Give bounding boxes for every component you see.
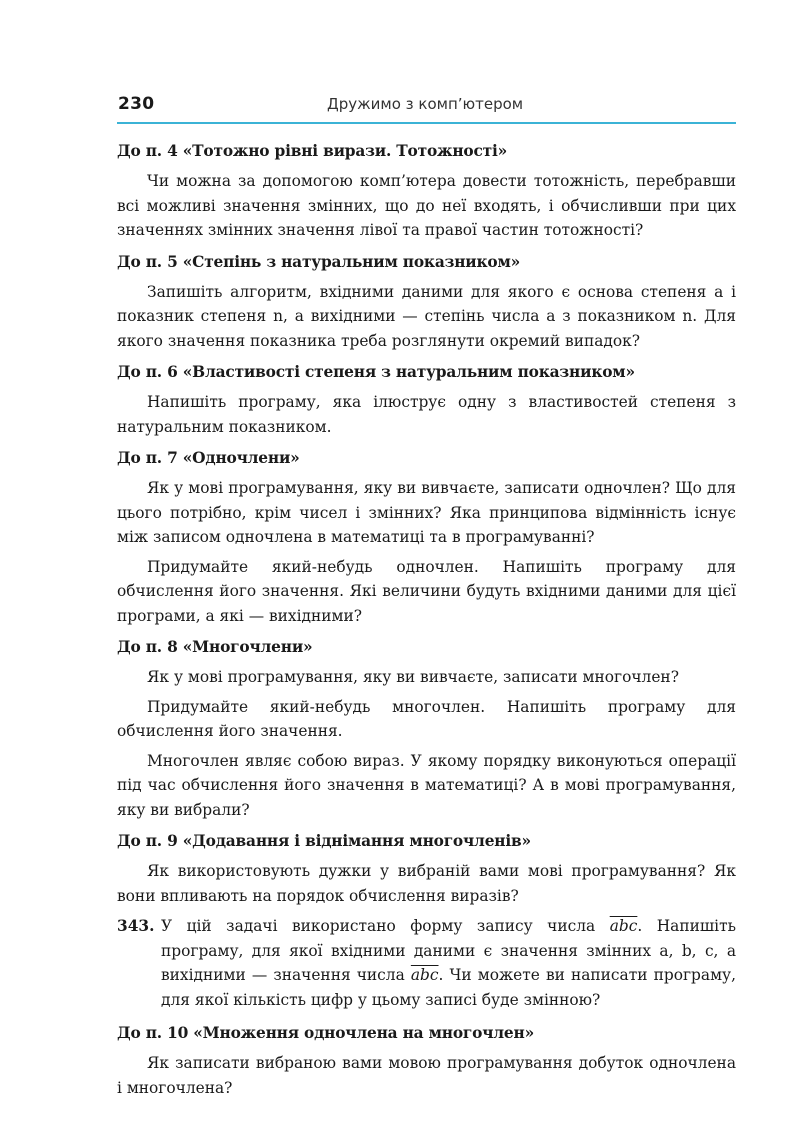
page-header [117, 92, 736, 124]
section-p10 [117, 1020, 736, 1100]
exercise-text-part: . Чи можете ви написати програму, для якої кількість цифр у цьому записі буде змінною? [161, 966, 736, 1009]
exercise-number: 343. [117, 917, 155, 935]
section-p6 [117, 359, 736, 439]
section-p4 [117, 138, 736, 243]
paragraph: Придумайте який-небудь одночлен. Напишіть програму для обчислення його значення. Які величини будуть вхідними даними для цієї програми, а які — вихідними? [117, 557, 736, 625]
paragraph: Як записати вибраною вами мовою програмування добуток одночлена і многочлена? [117, 1054, 736, 1097]
page-number: 230 [118, 94, 155, 114]
section-heading: До п. 5 «Степінь з натуральним показником» [117, 252, 521, 271]
section-p7 [117, 445, 736, 628]
running-title: Дружимо з комп’ютером [327, 95, 524, 113]
section-p8 [117, 634, 736, 822]
paragraph: Напишіть програму, яка ілюструє одну з властивостей степеня з натуральним показником. [117, 393, 736, 436]
section-heading: До п. 6 «Властивості степеня з натуральним показником» [117, 363, 635, 381]
exercise-343 [117, 914, 736, 1012]
overline-number: $\overline{abc}$ [609, 917, 638, 935]
paragraph: Як у мові програмування, яку ви вивчаєте, записати одночлен? Що для цього потрібно, крім чисел і змінних? Яка принципова відмінність існує між записом одночлена в математиці та в програмуванні? [117, 479, 736, 546]
section-heading: До п. 8 «Многочлени» [117, 638, 313, 656]
overline-number: $\overline{abc}$ [410, 966, 439, 984]
paragraph: Як у мові програмування, яку ви вивчаєте, записати многочлен? [147, 668, 679, 686]
section-heading: До п. 7 «Одночлени» [117, 449, 300, 467]
section-heading: До п. 10 «Множення одночлена на многочлен» [117, 1024, 534, 1042]
section-p9 [117, 828, 736, 908]
paragraph: Як використовують дужки у вибраній вами мові програмування? Як вони впливають на порядок обчислення виразів? [117, 862, 736, 905]
exercise-text [161, 914, 736, 1012]
section-heading: До п. 4 «Тотожно рівні вирази. Тотожності» [117, 142, 508, 160]
paragraph: Многочлен являє собою вираз. У якому порядку виконуються операції під час обчислення його значення в математиці? А в мові програмування, яку ви вибрали? [117, 751, 736, 819]
section-p5 [117, 249, 736, 354]
paragraph: Чи можна за допомогою комп’ютера довести тотожність, перебравши всі можливі значення змінних, що до неї входять, і обчисливши при цих значеннях змінних значення лівої та правої частин тотожності? [117, 172, 736, 239]
section-heading: До п. 9 «Додавання і віднімання многочленів» [117, 832, 531, 850]
page-content [117, 124, 736, 1100]
paragraph: Запишіть алгоритм, вхідними даними для якого є основа степеня a і показник степеня n, а вихідними — степінь числа a з показником n. Для якого значення показника треба розглянути окремий випадок? [117, 282, 736, 350]
paragraph: Придумайте який-небудь многочлен. Напишіть програму для обчислення його значення. [117, 697, 736, 740]
exercise-text-part: . Напишіть програму, для якої вхідними даними є значення змінних a, b, c, а вихідними — значення числа [161, 917, 736, 984]
exercise-text-part: У цій задачі використано форму запису числа [161, 917, 596, 935]
